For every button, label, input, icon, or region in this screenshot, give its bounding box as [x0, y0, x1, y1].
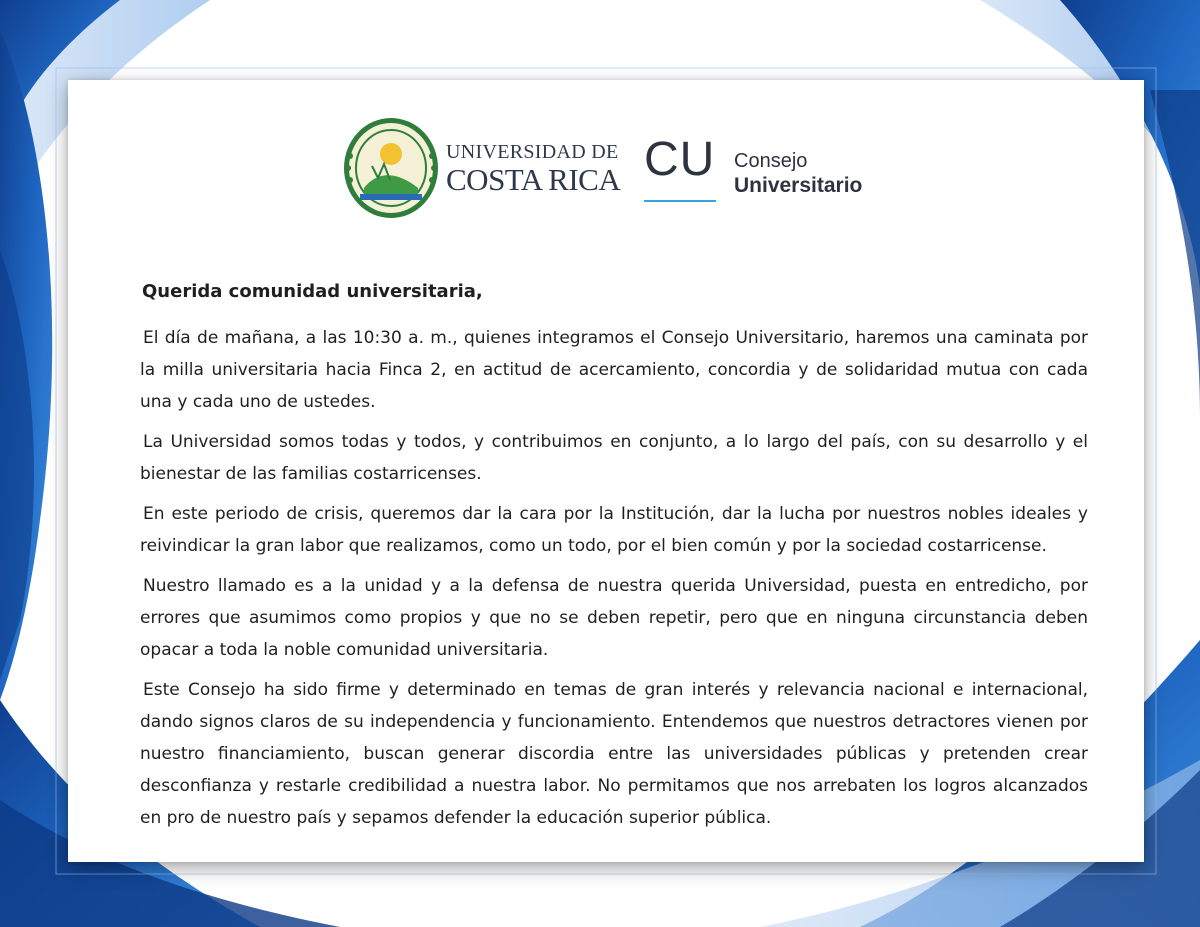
letter-card [68, 80, 1144, 862]
council-name-line2: Universitario [734, 174, 863, 197]
letter-paragraph-3: En este periodo de crisis, queremos dar la cara por la Institución, dar la lucha por nuestros nobles ideales y reivindicar la gran labor que realizamos, como un todo, por el bien común y por la sociedad costarricense. [140, 504, 1088, 556]
university-seal-icon [342, 116, 440, 220]
letter-paragraph-4: Nuestro llamado es a la unidad y a la defensa de nuestra querida Universidad, puesta en entredicho, por errores que asumimos como propios y que no se deben repetir, pero que en ninguna circunstancia deben opacar a toda la noble comunidad universitaria. [140, 576, 1088, 660]
letter-greeting: Querida comunidad universitaria, [142, 281, 483, 302]
university-wordmark [446, 142, 620, 195]
letter-paragraph-1: El día de mañana, a las 10:30 a. m., quienes integramos el Consejo Universitario, haremos una caminata por la milla universitaria hacia Finca 2, en actitud de acercamiento, concordia y de solidaridad mutua con cada una y cada uno de ustedes. [140, 328, 1088, 412]
cu-letters: CU [644, 133, 716, 186]
letter-paragraph-2: La Universidad somos todas y todos, y contribuimos en conjunto, a lo largo del país, con su desarrollo y el bienestar de las familias costarricenses. [140, 432, 1088, 484]
university-name-line2: COSTA RICA [446, 162, 621, 197]
university-name-line1: UNIVERSIDAD DE [446, 141, 619, 163]
cu-logo [644, 133, 720, 202]
header-logos [342, 116, 902, 226]
letter-body [140, 276, 1088, 842]
council-wordmark [734, 150, 862, 197]
council-name-line1: Consejo [734, 150, 808, 172]
letter-paragraph-5: Este Consejo ha sido firme y determinado en temas de gran interés y relevancia nacional e internacional, dando signos claros de su independencia y funcionamiento. Entendemos que nuestros detractores vienen por nuestro financiamiento, buscan generar discordia entre las universidades públicas y pretenden crear desconfianza y restarle credibilidad a nuestra labor. No permitamos que nos arrebaten los logros alcanzados en pro de nuestro país y sepamos defender la educación superior pública. [140, 680, 1088, 828]
cu-underline [644, 200, 716, 202]
